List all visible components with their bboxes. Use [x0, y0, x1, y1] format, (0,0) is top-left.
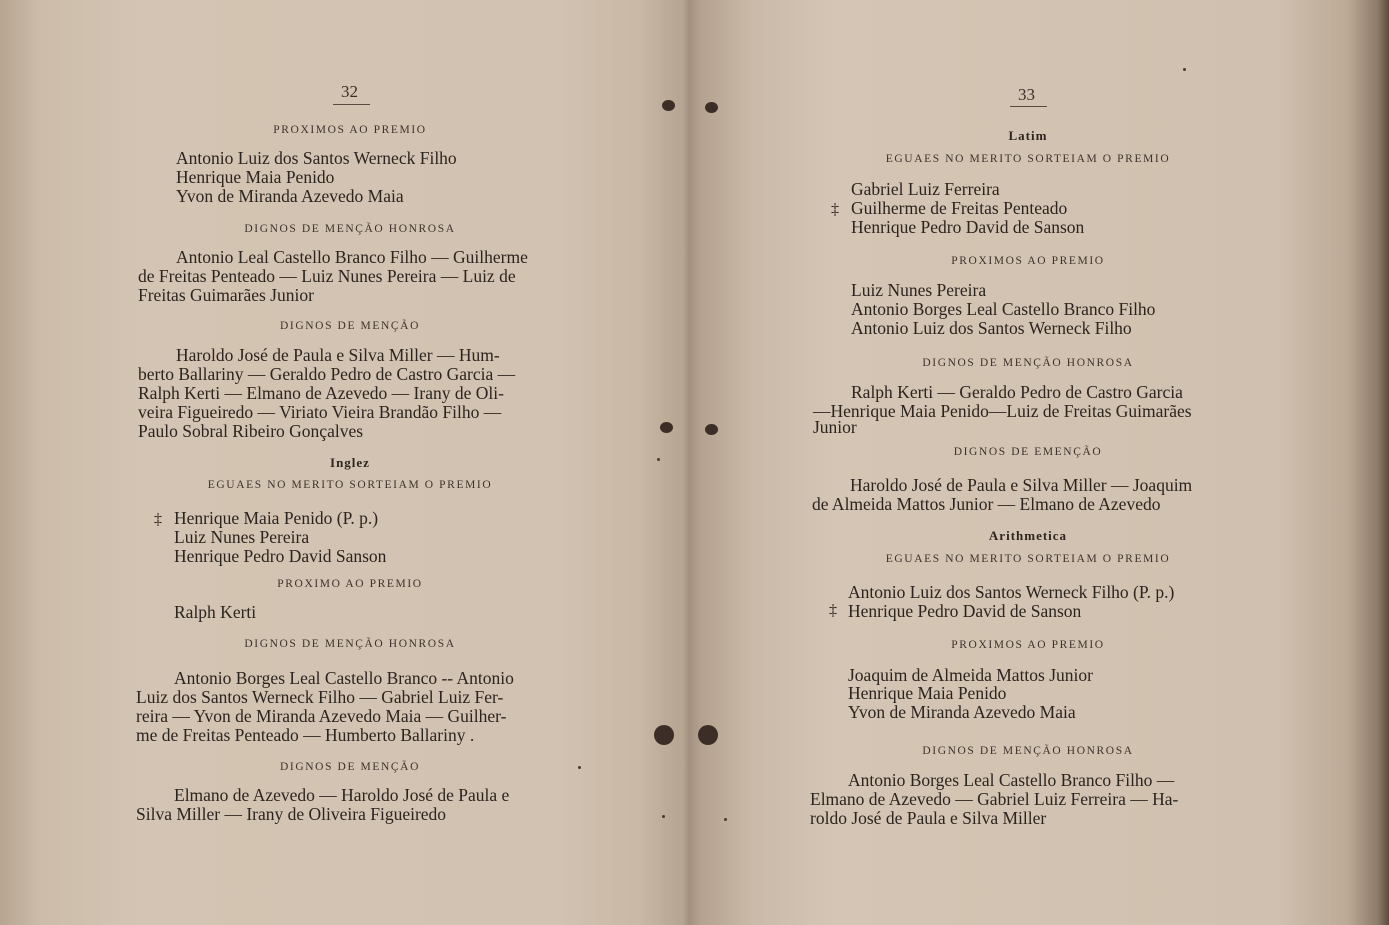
- binding-hole: [698, 725, 718, 745]
- paper-speck: [1183, 68, 1186, 71]
- dagger-mark: ‡: [154, 511, 162, 528]
- text-line: reira — Yvon de Miranda Azevedo Maia — Guilher-: [136, 706, 507, 726]
- name-line: Antonio Luiz dos Santos Werneck Filho (P. p.): [848, 582, 1175, 602]
- section-title: Latim: [1008, 128, 1048, 143]
- paper-speck: [657, 458, 660, 461]
- binding-hole: [705, 424, 718, 435]
- name-line: Yvon de Miranda Azevedo Maia: [176, 186, 404, 206]
- section-title: Inglez: [330, 455, 370, 470]
- binding-hole: [705, 102, 718, 113]
- binding-hole: [662, 100, 675, 111]
- name-line: Yvon de Miranda Azevedo Maia: [848, 702, 1076, 722]
- heading-mencao-honrosa: DIGNOS DE MENÇÃO HONROSA: [244, 638, 456, 650]
- section-title: Arithmetica: [988, 528, 1068, 543]
- text-line: Antonio Borges Leal Castello Branco -- Antonio: [174, 668, 514, 688]
- text-line: —Henrique Maia Penido—Luiz de Freitas Guimarães: [813, 401, 1192, 421]
- text-line: Elmano de Azevedo — Gabriel Luiz Ferreira — Ha-: [810, 789, 1179, 809]
- text-line: berto Ballariny — Geraldo Pedro de Castro Garcia —: [138, 364, 516, 384]
- text-line: Ralph Kerti — Elmano de Azevedo — Irany de Oli-: [138, 383, 504, 403]
- heading-proximos: PROXIMOS AO PREMIO: [951, 639, 1105, 651]
- text-line: veira Figueiredo — Viriato Vieira Brandão Filho —: [138, 402, 502, 422]
- name-line: Henrique Maia Penido (P. p.): [174, 508, 379, 528]
- name-line: Henrique Pedro David de Sanson: [851, 217, 1085, 237]
- binding-hole: [660, 422, 673, 433]
- paper-speck: [578, 766, 581, 769]
- heading-mencao-honrosa: DIGNOS DE MENÇÃO HONROSA: [244, 223, 456, 235]
- name-line: Joaquim de Almeida Mattos Junior: [848, 665, 1093, 685]
- heading-proximos: PROXIMOS AO PREMIO: [951, 255, 1105, 267]
- text-line: Silva Miller — Irany de Oliveira Figueiredo: [136, 804, 447, 824]
- heading-mencao-honrosa: DIGNOS DE MENÇÃO HONROSA: [922, 357, 1134, 369]
- page-number: 32: [341, 82, 358, 101]
- text-line: Luiz dos Santos Werneck Filho — Gabriel Luiz Fer-: [136, 687, 504, 707]
- heading-eguaes: EGUAES NO MERITO SORTEIAM O PREMIO: [885, 153, 1171, 165]
- name-line: Henrique Maia Penido: [176, 167, 335, 187]
- paper-speck: [662, 815, 665, 818]
- text-line: Haroldo José de Paula e Silva Miller — Hum-: [176, 345, 500, 365]
- name-line: Gabriel Luiz Ferreira: [851, 179, 1000, 199]
- text-line: Ralph Kerti — Geraldo Pedro de Castro Garcia: [851, 382, 1183, 402]
- name-line: Antonio Luiz dos Santos Werneck Filho: [176, 148, 457, 168]
- text-line: Junior: [813, 417, 857, 437]
- text-line: de Almeida Mattos Junior — Elmano de Azevedo: [812, 494, 1161, 514]
- heading-eguaes: EGUAES NO MERITO SORTEIAM O PREMIO: [207, 479, 493, 491]
- text-line: Freitas Guimarães Junior: [138, 285, 314, 305]
- heading-proximos: PROXIMOS AO PREMIO: [273, 124, 427, 136]
- name-line: Henrique Pedro David Sanson: [174, 546, 387, 566]
- text-line: roldo José de Paula e Silva Miller: [810, 808, 1047, 828]
- name-line: Guilherme de Freitas Penteado: [851, 198, 1068, 218]
- heading-emencao: DIGNOS DE EMENÇÃO: [953, 446, 1103, 458]
- text-line: de Freitas Penteado — Luiz Nunes Pereira — Luiz de: [138, 266, 516, 286]
- text-line: Antonio Leal Castello Branco Filho — Guilherme: [176, 247, 528, 267]
- name-line: Luiz Nunes Pereira: [174, 527, 310, 547]
- page-number: 33: [1018, 85, 1035, 104]
- text-line: Elmano de Azevedo — Haroldo José de Paula e: [174, 785, 510, 805]
- heading-mencao: DIGNOS DE MENÇÃO: [280, 761, 420, 773]
- heading-eguaes: EGUAES NO MERITO SORTEIAM O PREMIO: [885, 553, 1171, 565]
- name-line: Henrique Pedro David de Sanson: [848, 601, 1082, 621]
- heading-mencao-honrosa: DIGNOS DE MENÇÃO HONROSA: [922, 745, 1134, 757]
- paper-speck: [724, 818, 727, 821]
- heading-mencao: DIGNOS DE MENÇÃO: [280, 320, 420, 332]
- page-number-rule: [333, 104, 370, 105]
- text-line: Antonio Borges Leal Castello Branco Filho —: [848, 770, 1175, 790]
- dagger-mark: ‡: [831, 201, 839, 218]
- text-line: me de Freitas Penteado — Humberto Ballariny .: [136, 725, 475, 745]
- name-line: Luiz Nunes Pereira: [851, 280, 987, 300]
- text-line: Haroldo José de Paula e Silva Miller — Joaquim: [850, 475, 1193, 495]
- name-line: Henrique Maia Penido: [848, 683, 1007, 703]
- page-number-rule: [1010, 106, 1047, 107]
- text-line: Paulo Sobral Ribeiro Gonçalves: [138, 421, 364, 441]
- dagger-mark: ‡: [829, 602, 837, 619]
- heading-proximo: PROXIMO AO PREMIO: [277, 578, 423, 590]
- name-line: Antonio Luiz dos Santos Werneck Filho: [851, 318, 1132, 338]
- binding-hole: [654, 725, 674, 745]
- name-line: Antonio Borges Leal Castello Branco Filho: [851, 299, 1156, 319]
- name-line: Ralph Kerti: [174, 602, 257, 622]
